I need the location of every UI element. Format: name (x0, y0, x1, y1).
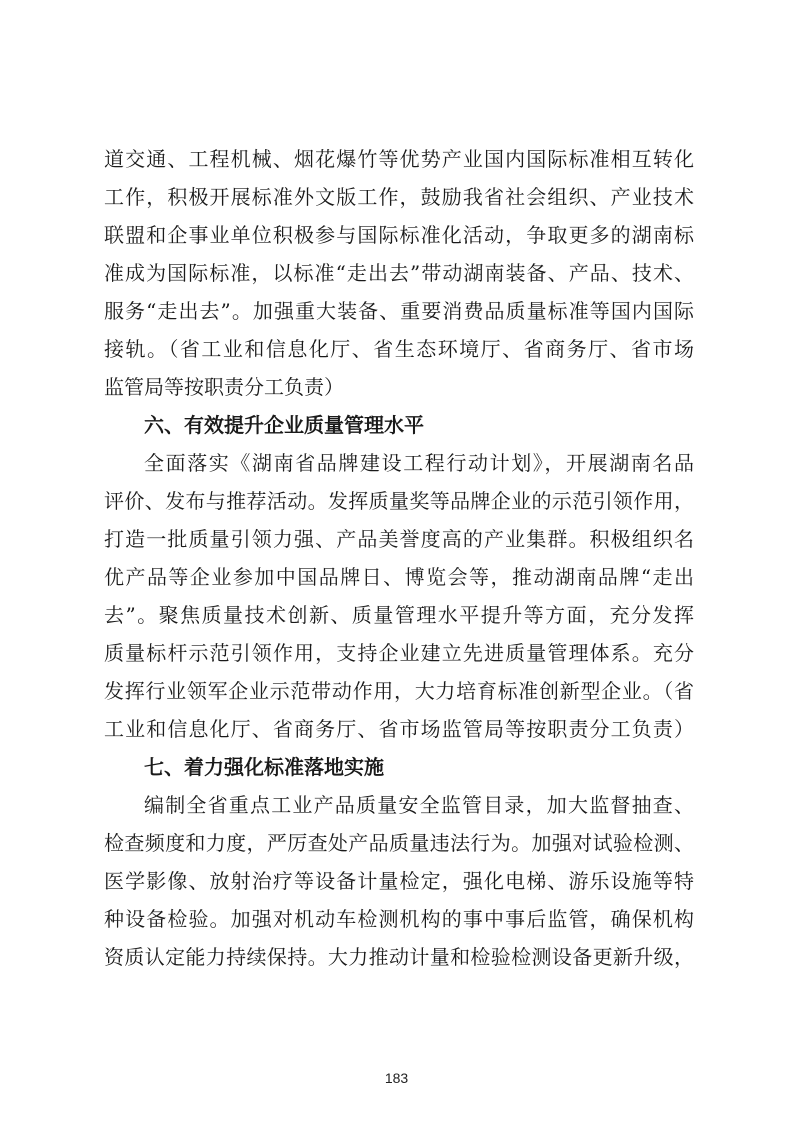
text-line: 服务“走出去”。加强重大装备、重要消费品质量标准等国内国际 (104, 299, 694, 323)
text-line: 检查频度和力度，严厉查处产品质量违法行为。加强对试验检测、 (104, 831, 694, 855)
page-number: 183 (384, 1070, 409, 1086)
text-line: 优产品等企业参加中国品牌日、博览会等，推动湖南品牌“走出 (104, 565, 694, 589)
paragraph-continuation (104, 140, 694, 406)
text-line: 发挥行业领军企业示范带动作用，大力培育标准创新型企业。（省 (104, 679, 694, 703)
section-heading-6: 六、有效提升企业质量管理水平 (144, 413, 424, 437)
body-text (104, 140, 694, 976)
text-line: 接轨。（省工业和信息化厅、省生态环境厅、省商务厅、省市场 (104, 337, 694, 361)
text-line: 评价、发布与推荐活动。发挥质量奖等品牌企业的示范引领作用， (104, 489, 694, 513)
text-line: 质量标杆示范引领作用，支持企业建立先进质量管理体系。充分 (104, 641, 694, 665)
text-line: 工作，积极开展标准外文版工作，鼓励我省社会组织、产业技术 (104, 185, 694, 209)
text-line: 道交通、工程机械、烟花爆竹等优势产业国内国际标准相互转化 (104, 147, 694, 171)
text-line: 编制全省重点工业产品质量安全监管目录，加大监督抽查、 (144, 793, 694, 817)
text-line: 种设备检验。加强对机动车检测机构的事中事后监管，确保机构 (104, 907, 694, 931)
text-line: 准成为国际标准，以标准“走出去”带动湖南装备、产品、技术、 (104, 261, 694, 285)
text-line: 医学影像、放射治疗等设备计量检定，强化电梯、游乐设施等特 (104, 869, 694, 893)
paragraph-quality-management (104, 444, 694, 748)
paragraph-standard-implementation (104, 786, 694, 976)
text-line: 去”。聚焦质量技术创新、质量管理水平提升等方面，充分发挥 (104, 603, 694, 627)
text-line: 联盟和企事业单位积极参与国际标准化活动，争取更多的湖南标 (104, 223, 694, 247)
section-heading-7: 七、着力强化标准落地实施 (144, 755, 384, 779)
text-line: 资质认定能力持续保持。大力推动计量和检验检测设备更新升级， (104, 945, 694, 969)
text-line: 工业和信息化厅、省商务厅、省市场监管局等按职责分工负责） (104, 717, 694, 741)
text-line: 全面落实《湖南省品牌建设工程行动计划》，开展湖南名品 (144, 451, 694, 475)
text-line: 监管局等按职责分工负责） (104, 375, 344, 399)
text-line: 打造一批质量引领力强、产品美誉度高的产业集群。积极组织名 (104, 527, 694, 551)
